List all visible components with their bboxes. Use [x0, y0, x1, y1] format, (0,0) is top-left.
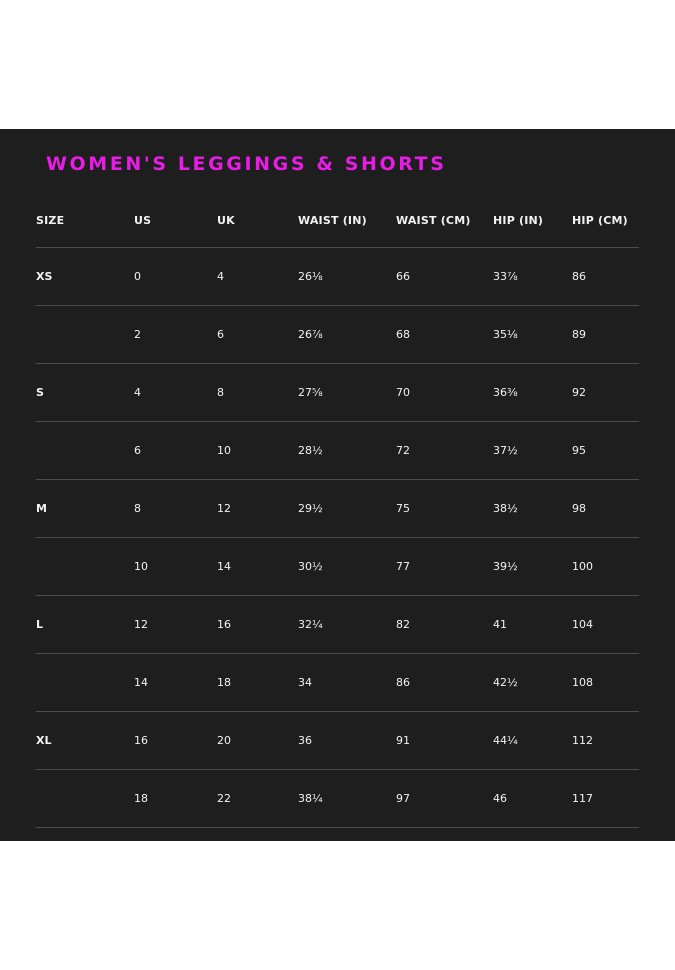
cell-waist-in: 30½	[298, 560, 323, 573]
cell-hip-cm: 117	[572, 792, 593, 805]
cell-size: XS	[36, 270, 53, 283]
cell-us: 2	[134, 328, 141, 341]
cell-hip-in: 44¼	[493, 734, 518, 747]
size-chart-table	[36, 199, 639, 828]
cell-waist-cm: 68	[396, 328, 410, 341]
cell-waist-cm: 97	[396, 792, 410, 805]
cell-waist-cm: 66	[396, 270, 410, 283]
cell-uk: 22	[217, 792, 231, 805]
cell-hip-in: 33⅞	[493, 270, 518, 283]
cell-uk: 6	[217, 328, 224, 341]
cell-hip-cm: 92	[572, 386, 586, 399]
cell-hip-in: 37½	[493, 444, 518, 457]
cell-hip-cm: 98	[572, 502, 586, 515]
cell-hip-cm: 108	[572, 676, 593, 689]
cell-us: 10	[134, 560, 148, 573]
cell-waist-cm: 91	[396, 734, 410, 747]
header-hip-in: HIP (IN)	[493, 213, 544, 227]
table-row	[36, 596, 639, 654]
cell-size: S	[36, 386, 44, 399]
cell-waist-cm: 70	[396, 386, 410, 399]
cell-hip-in: 38½	[493, 502, 518, 515]
cell-us: 4	[134, 386, 141, 399]
cell-hip-in: 46	[493, 792, 507, 805]
cell-uk: 10	[217, 444, 231, 457]
header-waist-in: WAIST (IN)	[298, 213, 367, 227]
cell-hip-cm: 86	[572, 270, 586, 283]
cell-waist-in: 29½	[298, 502, 323, 515]
cell-size: L	[36, 618, 44, 631]
cell-us: 0	[134, 270, 141, 283]
cell-waist-cm: 77	[396, 560, 410, 573]
cell-us: 12	[134, 618, 148, 631]
cell-uk: 12	[217, 502, 231, 515]
table-row	[36, 248, 639, 306]
size-chart-panel	[0, 129, 675, 841]
cell-waist-cm: 82	[396, 618, 410, 631]
table-row	[36, 538, 639, 596]
cell-waist-in: 34	[298, 676, 312, 689]
cell-uk: 8	[217, 386, 224, 399]
cell-uk: 18	[217, 676, 231, 689]
header-size: SIZE	[36, 213, 65, 227]
cell-waist-in: 26⅞	[298, 328, 323, 341]
table-row	[36, 480, 639, 538]
cell-waist-in: 38¼	[298, 792, 323, 805]
cell-uk: 4	[217, 270, 224, 283]
cell-hip-cm: 95	[572, 444, 586, 457]
cell-size: M	[36, 502, 47, 515]
cell-us: 16	[134, 734, 148, 747]
cell-waist-cm: 86	[396, 676, 410, 689]
table-row	[36, 422, 639, 480]
table-header-row	[36, 199, 639, 248]
cell-uk: 20	[217, 734, 231, 747]
table-row	[36, 364, 639, 422]
cell-hip-cm: 112	[572, 734, 593, 747]
table-row	[36, 654, 639, 712]
cell-us: 14	[134, 676, 148, 689]
cell-waist-in: 28½	[298, 444, 323, 457]
cell-hip-cm: 89	[572, 328, 586, 341]
cell-hip-cm: 100	[572, 560, 593, 573]
cell-waist-in: 36	[298, 734, 312, 747]
cell-us: 8	[134, 502, 141, 515]
cell-hip-in: 36⅜	[493, 386, 518, 399]
cell-us: 18	[134, 792, 148, 805]
cell-waist-in: 32¼	[298, 618, 323, 631]
header-us: US	[134, 213, 152, 227]
cell-hip-cm: 104	[572, 618, 593, 631]
table-row	[36, 306, 639, 364]
table-row	[36, 712, 639, 770]
header-uk: UK	[217, 213, 235, 227]
cell-size: XL	[36, 734, 52, 747]
table-row	[36, 770, 639, 828]
header-hip-cm: HIP (CM)	[572, 213, 628, 227]
cell-uk: 16	[217, 618, 231, 631]
cell-waist-cm: 75	[396, 502, 410, 515]
cell-uk: 14	[217, 560, 231, 573]
cell-waist-in: 26⅛	[298, 270, 323, 283]
cell-hip-in: 35⅛	[493, 328, 518, 341]
cell-hip-in: 41	[493, 618, 507, 631]
page-title: WOMEN'S LEGGINGS & SHORTS	[46, 153, 447, 175]
cell-us: 6	[134, 444, 141, 457]
cell-hip-in: 42½	[493, 676, 518, 689]
header-waist-cm: WAIST (CM)	[396, 213, 471, 227]
cell-hip-in: 39½	[493, 560, 518, 573]
cell-waist-in: 27⅝	[298, 386, 323, 399]
cell-waist-cm: 72	[396, 444, 410, 457]
